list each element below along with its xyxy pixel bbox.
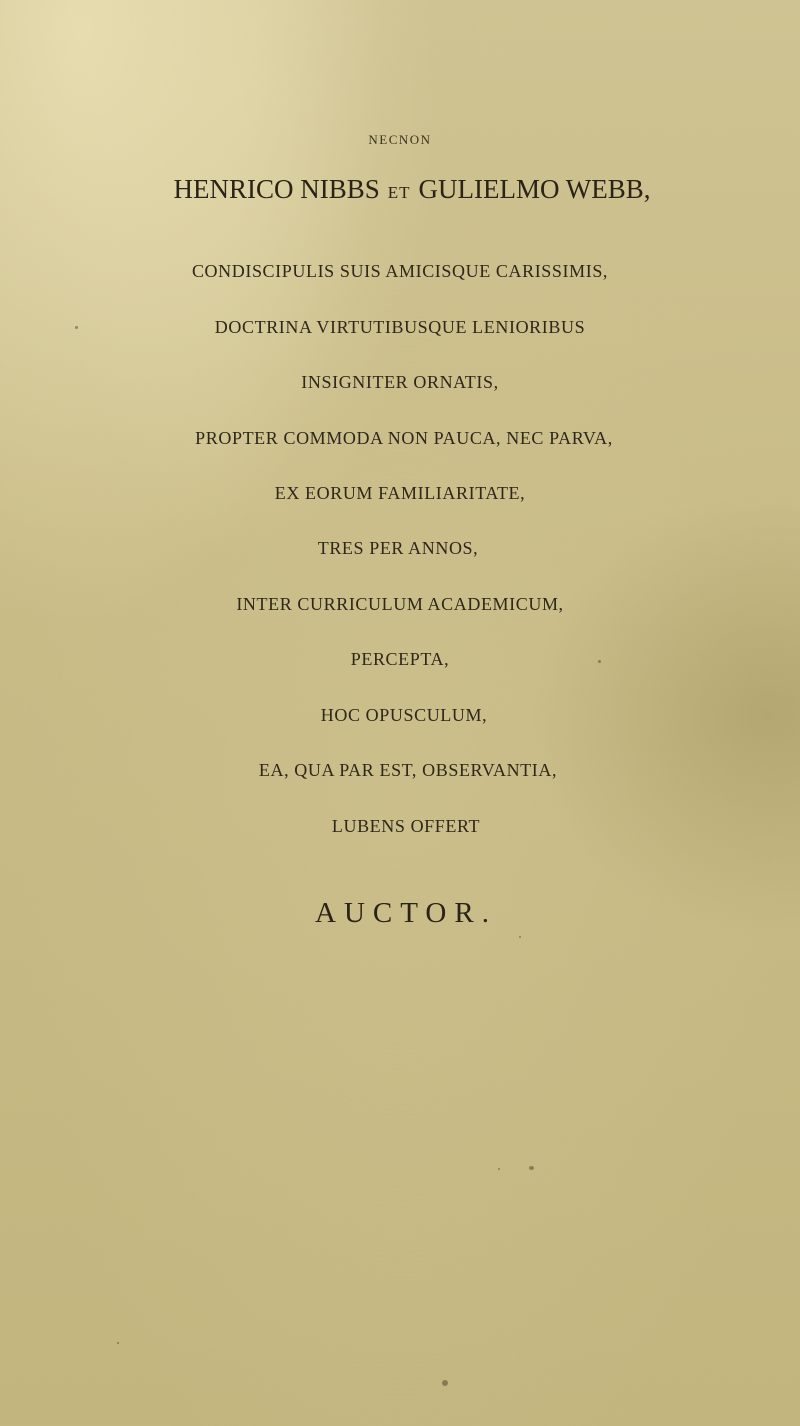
dedication-line: PERCEPTA, xyxy=(350,649,450,669)
dedication-line: TRES PER ANNOS, xyxy=(317,538,479,558)
paper-speck xyxy=(442,1380,448,1386)
paper-speck xyxy=(498,1168,500,1170)
paper-speck xyxy=(75,326,78,329)
dedication-line: HOC OPUSCULUM, xyxy=(320,705,488,725)
dedication-line: DOCTRINA VIRTUTIBUSQUE LENIORIBUS xyxy=(214,317,586,337)
paper-speck xyxy=(519,936,521,938)
dedication-line: INTER CURRICULUM ACADEMICUM, xyxy=(236,594,564,614)
dedication-line: PROPTER COMMODA NON PAUCA, NEC PARVA, xyxy=(195,428,613,448)
dedication-line: LUBENS OFFERT xyxy=(331,816,481,836)
dedication-line: EA, QUA PAR EST, OBSERVANTIA, xyxy=(258,760,558,780)
dedication-line: INSIGNITER ORNATIS, xyxy=(301,372,499,392)
dedicatee-first: HENRICO NIBBS xyxy=(173,174,380,204)
paper-speck xyxy=(529,1166,534,1170)
paper-speck xyxy=(598,660,601,663)
dedication-line: EX EORUM FAMILIARITATE, xyxy=(274,483,526,503)
paper-speck xyxy=(117,1342,119,1344)
dedicatee-second: GULIELMO WEBB, xyxy=(418,174,651,204)
dedication-line: CONDISCIPULIS SUIS AMICISQUE CARISSIMIS, xyxy=(191,261,609,281)
author-signature: AUCTOR. xyxy=(315,897,497,929)
conjunction: ET xyxy=(387,183,411,202)
dedicatee-names xyxy=(12,176,800,203)
header-word: NECNON xyxy=(368,132,432,147)
